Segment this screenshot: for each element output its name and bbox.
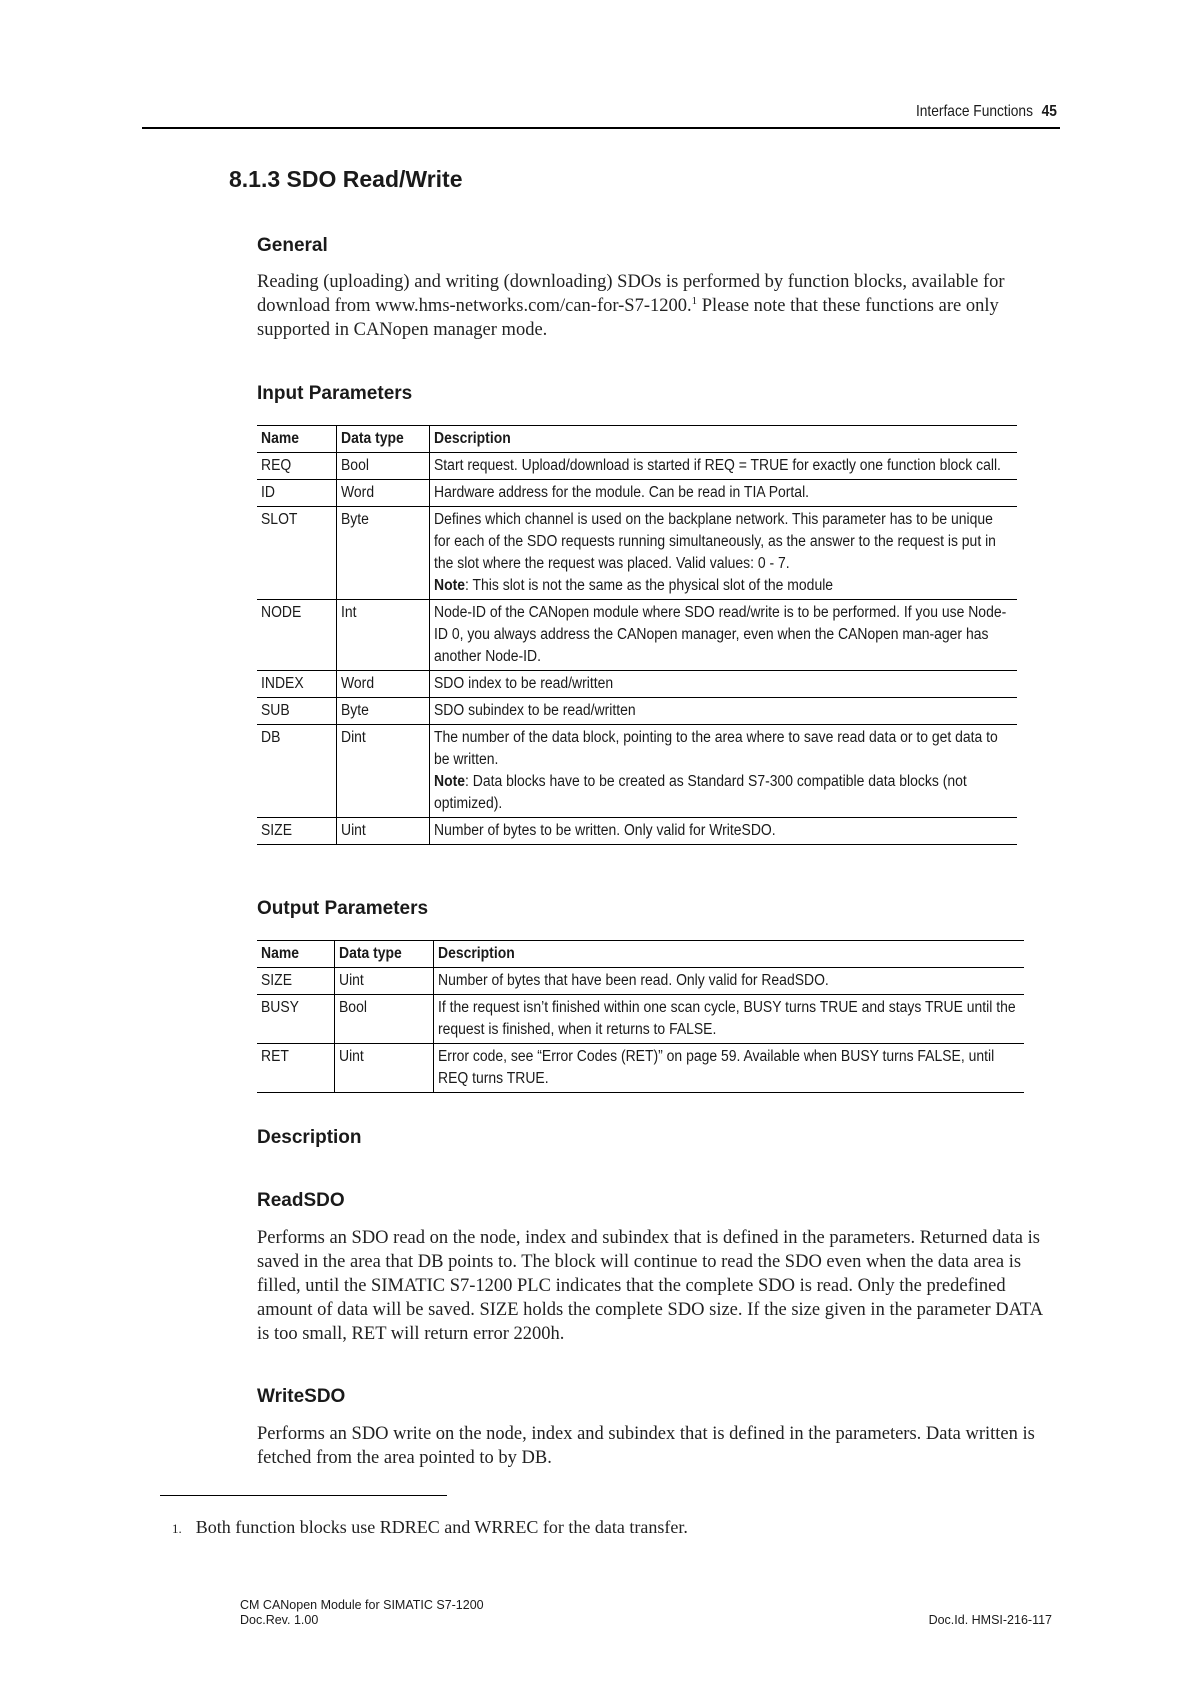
table-row [257, 671, 1017, 698]
footnote [172, 1517, 688, 1538]
param-description: Start request. Upload/download is started if REQ = TRUE for exactly one function block call. [429, 453, 1017, 480]
footnote-rule [160, 1495, 447, 1496]
table-row [257, 600, 1017, 671]
table-row [257, 818, 1017, 845]
general-text-2: Please note that these functions are only supported in CANopen manager mode. [257, 296, 999, 340]
footnote-number: 1. [172, 1521, 182, 1536]
running-header [916, 103, 1057, 121]
param-name: BUSY [257, 995, 334, 1044]
param-name: SIZE [257, 968, 334, 995]
header-section: Interface Functions [916, 103, 1034, 120]
param-description: Node-ID of the CANopen module where SDO read/write is to be performed. If you use Node-ID 0, you always address the CANopen manager, even when the CANopen man-ager has another Node-ID. [429, 600, 1017, 671]
param-type: Byte [336, 507, 429, 600]
table-row [257, 507, 1017, 600]
col-header-desc: Description [433, 941, 1024, 968]
param-name: SLOT [257, 507, 336, 600]
table-row [257, 725, 1017, 818]
footer-product: CM CANopen Module for SIMATIC S7-1200 [240, 1598, 484, 1612]
col-header-name: Name [257, 426, 336, 453]
param-type: Bool [334, 995, 433, 1044]
section-title: 8.1.3 SDO Read/Write [229, 166, 463, 192]
param-type: Word [336, 671, 429, 698]
general-heading: General [257, 235, 328, 256]
param-type: Dint [336, 725, 429, 818]
param-description: Number of bytes that have been read. Only valid for ReadSDO. [433, 968, 1024, 995]
param-name: REQ [257, 453, 336, 480]
description-heading: Description [257, 1127, 362, 1148]
readsdo-paragraph: Performs an SDO read on the node, index and subindex that is defined in the parameters. Returned data is saved in the area that DB points to. The block will continue to read the SDO even when the data area is filled, until the SIMATIC S7-1200 PLC indicates that the complete SDO is read. Only the predefined amount of data will be saved. SIZE holds the complete SDO size. If the size given in the parameter DATA is too small, RET will return error 2200h. [257, 1228, 1043, 1344]
param-description: Error code, see “Error Codes (RET)” on page 59. Available when BUSY turns FALSE, until REQ turns TRUE. [433, 1044, 1024, 1093]
table-row [257, 1044, 1024, 1093]
col-header-name: Name [257, 941, 334, 968]
param-name: SIZE [257, 818, 336, 845]
general-text-1: Reading (uploading) and writing (downloading) SDOs is performed by function blocks, available for download from www.hms-networks.com/can-for-S7-1200. [257, 272, 1005, 316]
table-row [257, 480, 1017, 507]
param-type: Int [336, 600, 429, 671]
param-name: INDEX [257, 671, 336, 698]
output-parameters-heading: Output Parameters [257, 898, 429, 919]
param-note: Note: This slot is not the same as the physical slot of the module [433, 577, 833, 594]
param-name: RET [257, 1044, 334, 1093]
col-header-type: Data type [334, 941, 433, 968]
footer-doc-id: Doc.Id. HMSI-216-117 [928, 1613, 1052, 1627]
param-type: Word [336, 480, 429, 507]
param-type: Bool [336, 453, 429, 480]
param-name: DB [257, 725, 336, 818]
param-description: SDO index to be read/written [429, 671, 1017, 698]
param-type: Uint [334, 1044, 433, 1093]
param-note: Note: Data blocks have to be created as Standard S7-300 compatible data blocks (not optimized). [433, 773, 967, 812]
param-description: The number of the data block, pointing to the area where to save read data or to get data to be written. Note: Data blocks have to be created as Standard S7-300 compatible data blocks (not optimized). [429, 725, 1017, 818]
input-parameters-heading: Input Parameters [257, 383, 413, 404]
table-header-row [257, 426, 1017, 453]
param-type: Uint [334, 968, 433, 995]
param-type: Uint [336, 818, 429, 845]
param-description: Defines which channel is used on the backplane network. This parameter has to be unique for each of the SDO requests running simultaneously, as the answer to the request is put in the slot where the request was placed. Valid values: 0 - 7. Note: This slot is not the same as the physical slot of the module [429, 507, 1017, 600]
output-parameters-table [257, 940, 1024, 1093]
col-header-desc: Description [429, 426, 1017, 453]
writesdo-heading: WriteSDO [257, 1386, 346, 1407]
readsdo-heading: ReadSDO [257, 1190, 345, 1211]
page-number: 45 [1041, 103, 1057, 120]
param-name: NODE [257, 600, 336, 671]
footer-revision: Doc.Rev. 1.00 [240, 1613, 319, 1627]
footnote-ref[interactable]: 1 [691, 294, 698, 307]
param-type: Byte [336, 698, 429, 725]
param-name: ID [257, 480, 336, 507]
writesdo-paragraph: Performs an SDO write on the node, index and subindex that is defined in the parameters. Data written is fetched from the area pointed to by DB. [257, 1424, 1035, 1468]
table-row [257, 453, 1017, 480]
col-header-type: Data type [336, 426, 429, 453]
table-row [257, 995, 1024, 1044]
table-header-row [257, 941, 1024, 968]
param-description: Number of bytes to be written. Only valid for WriteSDO. [429, 818, 1017, 845]
header-rule [142, 127, 1060, 129]
footnote-text: Both function blocks use RDREC and WRREC for the data transfer. [195, 1517, 688, 1537]
param-description: SDO subindex to be read/written [429, 698, 1017, 725]
table-row [257, 968, 1024, 995]
footer-left [240, 1598, 484, 1628]
param-name: SUB [257, 698, 336, 725]
param-description: Hardware address for the module. Can be read in TIA Portal. [429, 480, 1017, 507]
input-parameters-table [257, 425, 1017, 845]
table-row [257, 698, 1017, 725]
general-paragraph [257, 270, 1057, 342]
param-description: If the request isn’t finished within one scan cycle, BUSY turns TRUE and stays TRUE until the request is finished, when it returns to FALSE. [433, 995, 1024, 1044]
